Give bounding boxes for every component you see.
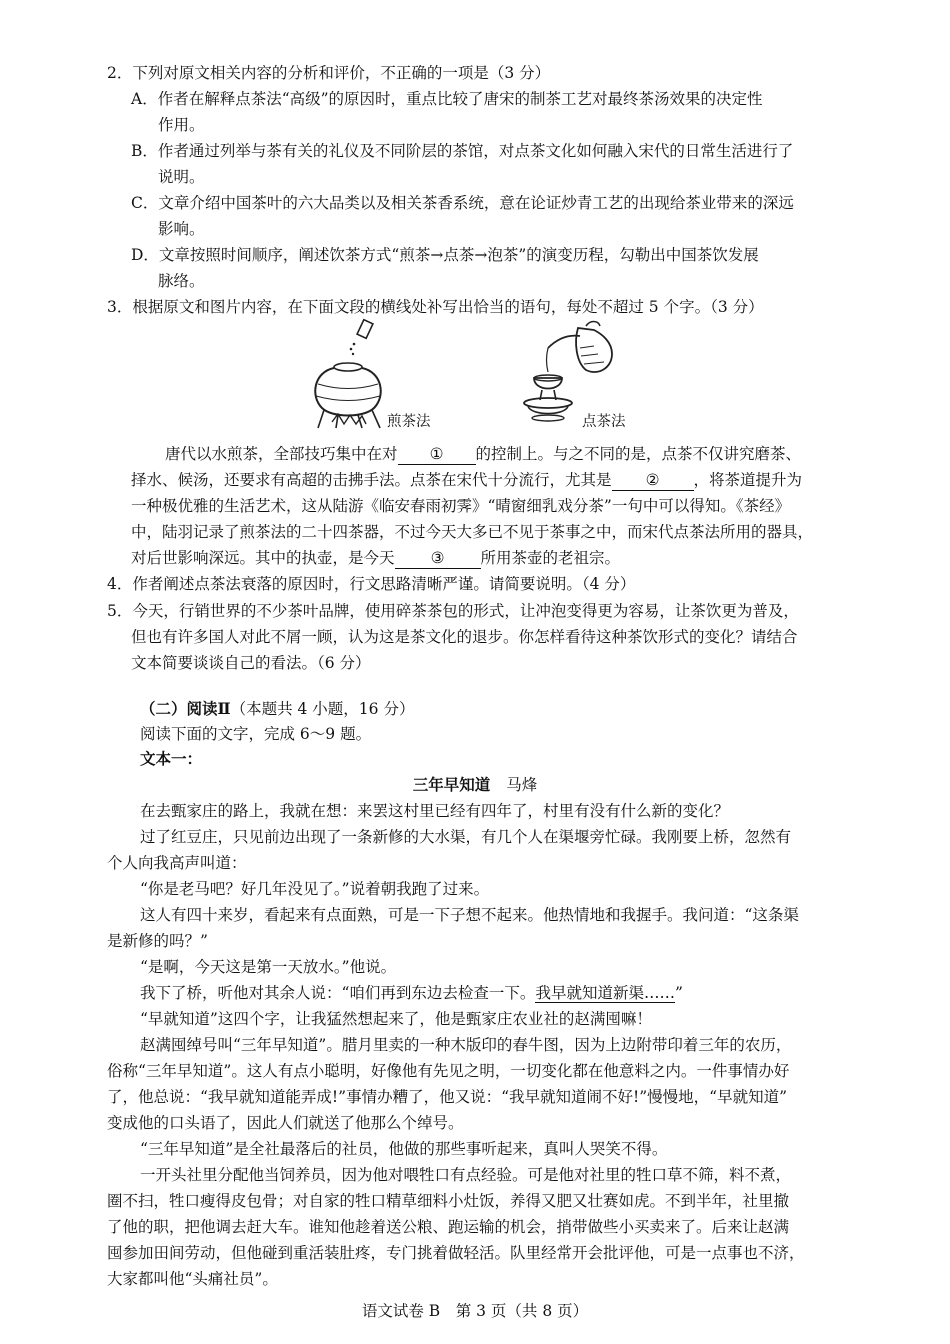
story-paragraph-4: 这人有四十来岁，看起来有点面熟，可是一下子想不起来。他热情地和我握手。我问道：“这条渠: [140, 906, 799, 924]
story-paragraph-1: 在去甄家庄的路上，我就在想：来罢这村里已经有四年了，村里有没有什么新的变化？: [140, 802, 730, 820]
q2-option-a: A．作者在解释点茶法“高级”的原因时，重点比较了唐宋的制茶工艺对最终茶汤效果的决定性: [131, 90, 763, 108]
q3-text: 唐代以水煎茶，全部技巧集中在对: [165, 445, 398, 463]
section-instruction: 阅读下面的文字，完成 6～9 题。: [140, 725, 372, 743]
section-heading: [140, 698, 414, 720]
story-author: 马烽: [506, 776, 538, 794]
story-text: 我下了桥，听他对其余人说：“咱们再到东边去检查一下。: [140, 984, 536, 1002]
q2-option-a-cont: 作用。: [158, 116, 205, 134]
q4-stem: 4．作者阐述点茶法衰落的原因时，行文思路清晰严谨。请简要说明。（4 分）: [107, 575, 636, 593]
blank-2: ②: [612, 470, 694, 491]
q3-passage-line-2: [131, 469, 802, 491]
q2-stem: 2．下列对原文相关内容的分析和评价，不正确的一项是（3 分）: [107, 64, 551, 82]
story-text: ”: [674, 984, 683, 1002]
q2-option-d-cont: 脉络。: [158, 272, 205, 290]
q5-line-2: 但也有许多国人对此不屑一顾，认为这是茶文化的退步。你怎样看待这种茶饮形式的变化？请结合: [131, 628, 798, 646]
section-note: （本题共 4 小题，16 分）: [230, 700, 415, 718]
pot-brewing-illustration: [308, 318, 388, 430]
caption-dian-cha: 点茶法: [582, 414, 626, 430]
story-paragraph-10-cont: 囤参加田间劳动，但他碰到重活装肚疼，专门挑着做轻活。队里经常开会批评他，可是一点事也不济，: [107, 1244, 805, 1262]
q3-text: 的控制上。与之不同的是，点茶不仅讲究磨茶、: [475, 445, 802, 463]
section-title: （二）阅读Ⅱ: [140, 699, 231, 718]
q3-passage-line-5: [131, 547, 620, 569]
text-one-label: 文本一：: [140, 749, 203, 768]
story-paragraph-7: “早就知道”这四个字，让我猛然想起来了，他是甄家庄农业社的赵满囤嘛！: [140, 1010, 652, 1028]
story-paragraph-8-cont: 变成他的口头语了，因此人们就送了他那么个绰号。: [107, 1114, 464, 1132]
q2-option-b: B．作者通过列举与茶有关的礼仪及不同阶层的茶馆，对点茶文化如何融入宋代的日常生活进行了: [131, 142, 794, 160]
story-paragraph-10-cont: 圈不扫，牲口瘦得皮包骨；对自家的牲口精草细料小灶饭，养得又肥又壮赛如虎。不到半年，社里撤: [107, 1192, 790, 1210]
blank-3: ③: [395, 548, 481, 569]
q2-option-c: C．文章介绍中国茶叶的六大品类以及相关茶香系统，意在论证炒青工艺的出现给茶业带来的深远: [131, 194, 794, 212]
story-paragraph-9: “三年早知道”是全社最落后的社员，他做的那些事听起来，真叫人哭笑不得。: [140, 1140, 668, 1158]
q3-passage-line-3: 一种极优雅的生活艺术，这从陆游《临安春雨初霁》“晴窗细乳戏分茶”一句中可以得知。《茶经》: [131, 497, 791, 515]
story-paragraph-10-cont: 大家都叫他“头痛社员”。: [107, 1270, 278, 1288]
underlined-sentence: 我早就知道新渠……: [535, 984, 675, 1002]
q2-option-d: D．文章按照时间顺序，阐述饮茶方式“煎茶→点茶→泡茶”的演变历程，勾勒出中国茶饮发展: [131, 246, 759, 264]
page-footer: 语文试卷 B 第 3 页（共 8 页）: [361, 1302, 589, 1320]
story-paragraph-8-cont: 了，他总说：“我早就知道能弄成!”事情办糟了，他又说：“我早就知道闹不好!”慢慢地，“早就知道”: [107, 1088, 788, 1106]
story-paragraph-2: 过了红豆庄，只见前边出现了一条新修的大水渠，有几个人在渠堰旁忙碌。我刚要上桥，忽然有: [140, 828, 792, 846]
blank-1: ①: [398, 444, 476, 465]
story-paragraph-4-cont: 是新修的吗？”: [107, 932, 208, 950]
story-paragraph-10: 一开头社里分配他当饲养员，因为他对喂牲口有点经验。可是他对社里的牲口草不筛，料不煮，: [140, 1166, 792, 1184]
q3-stem: 3．根据原文和图片内容，在下面文段的横线处补写出恰当的语句，每处不超过 5 个字。（3 分）: [107, 298, 764, 316]
q2-option-b-cont: 说明。: [158, 168, 205, 186]
story-paragraph-6: [140, 982, 683, 1004]
story-title-line: [0, 774, 950, 796]
q5-line-1: 5．今天，行销世界的不少茶叶品牌，使用碎茶茶包的形式，让冲泡变得更为容易，让茶饮更为普及，: [107, 602, 799, 620]
story-paragraph-3: “你是老马吧？好几年没见了。”说着朝我跑了过来。: [140, 880, 490, 898]
caption-jian-cha: 煎茶法: [387, 414, 431, 430]
q3-text: 对后世影响深远。其中的执壶，是今天: [131, 549, 395, 567]
story-paragraph-8: 赵满囤绰号叫“三年早知道”。腊月里卖的一种木版印的春牛图，因为上边附带印着三年的农历，: [140, 1036, 792, 1054]
story-paragraph-5: “是啊，今天这是第一天放水。”他说。: [140, 958, 397, 976]
story-title: 三年早知道: [412, 775, 491, 794]
q5-line-3: 文本简要谈谈自己的看法。（6 分）: [131, 654, 371, 672]
story-paragraph-10-cont: 了他的职，把他调去赶大车。谁知他趁着送公粮、跑运输的机会，捎带做些小买卖来了。后来让赵满: [107, 1218, 790, 1236]
q2-option-c-cont: 影响。: [158, 220, 205, 238]
q3-passage-line-4: 中，陆羽记录了煎茶法的二十四茶器，不过今天大多已不见于茶事之中，而宋代点茶法所用的器具，: [131, 523, 814, 541]
story-paragraph-8-cont: 俗称“三年早知道”。这人有点小聪明，好像他有先见之明，一切变化都在他意料之内。一件事情办好: [107, 1062, 790, 1080]
q3-text: ，将茶道提升为: [693, 471, 803, 489]
story-paragraph-2-cont: 个人向我高声叫道：: [107, 854, 247, 872]
q3-text: 择水、候汤，还要求有高超的击拂手法。点茶在宋代十分流行，尤其是: [131, 471, 612, 489]
q3-passage-line-1: [165, 443, 801, 465]
q3-text: 所用茶壶的老祖宗。: [480, 549, 621, 567]
